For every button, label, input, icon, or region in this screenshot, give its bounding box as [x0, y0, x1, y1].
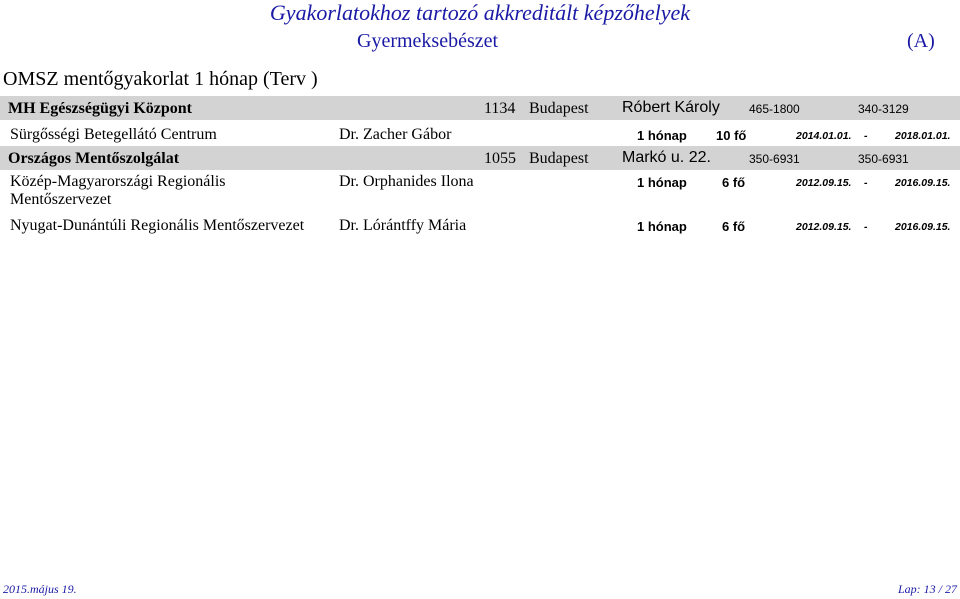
institution-street: Markó u. 22.: [622, 149, 711, 166]
section-heading: OMSZ mentőgyakorlat 1 hónap (Terv ): [3, 68, 318, 90]
institution-row: [0, 146, 960, 170]
footer-date: 2015.május 19.: [3, 582, 77, 596]
institution-phone: 465-1800: [749, 102, 800, 116]
institution-zip: 1055: [484, 150, 516, 167]
unit-name-line2: Mentőszervezet: [10, 191, 112, 208]
institution-zip: 1134: [484, 100, 516, 117]
unit-date-to: 2016.09.15.: [895, 221, 951, 233]
unit-name-line1: Közép-Magyarországi Regionális: [10, 173, 226, 190]
institution-city: Budapest: [529, 150, 589, 167]
category-code: (A): [907, 30, 935, 52]
institution-name: MH Egészségügyi Központ: [8, 100, 192, 117]
unit-date-from: 2012.09.15.: [796, 177, 852, 189]
institution-phone: 350-6931: [749, 152, 800, 166]
unit-row: [0, 170, 960, 210]
unit-date-from: 2012.09.15.: [796, 221, 852, 233]
institution-fax: 350-6931: [858, 152, 909, 166]
unit-capacity: 10 fő: [716, 128, 747, 143]
unit-row: [0, 213, 960, 237]
institution-city: Budapest: [529, 100, 589, 117]
unit-date-dash: -: [864, 130, 868, 142]
unit-date-to: 2018.01.01.: [895, 130, 951, 142]
institution-fax: 340-3129: [858, 102, 909, 116]
page-title: Gyakorlatokhoz tartozó akkreditált képzőhelyek: [269, 0, 691, 25]
unit-date-dash: -: [864, 221, 868, 233]
unit-date-from: 2014.01.01.: [796, 130, 852, 142]
unit-head: Dr. Zacher Gábor: [339, 126, 452, 143]
institution-name: Országos Mentőszolgálat: [8, 150, 180, 167]
unit-name: Nyugat-Dunántúli Regionális Mentőszervezet: [10, 217, 305, 234]
unit-date-to: 2016.09.15.: [895, 177, 951, 189]
unit-duration: 1 hónap: [637, 219, 687, 234]
unit-name: Sürgősségi Betegellátó Centrum: [10, 126, 217, 143]
unit-duration: 1 hónap: [637, 175, 687, 190]
unit-row: [0, 122, 960, 146]
footer-page-number: Lap: 13 / 27: [897, 582, 957, 596]
unit-head: Dr. Lórántffy Mária: [339, 217, 467, 234]
institution-street: Róbert Károly: [622, 99, 720, 116]
institution-row: [0, 96, 960, 120]
specialty-subtitle: Gyermeksebészet: [357, 30, 499, 52]
unit-date-dash: -: [864, 177, 868, 189]
unit-capacity: 6 fő: [722, 175, 746, 190]
unit-head: Dr. Orphanides Ilona: [339, 173, 474, 190]
unit-capacity: 6 fő: [722, 219, 746, 234]
unit-duration: 1 hónap: [637, 128, 687, 143]
